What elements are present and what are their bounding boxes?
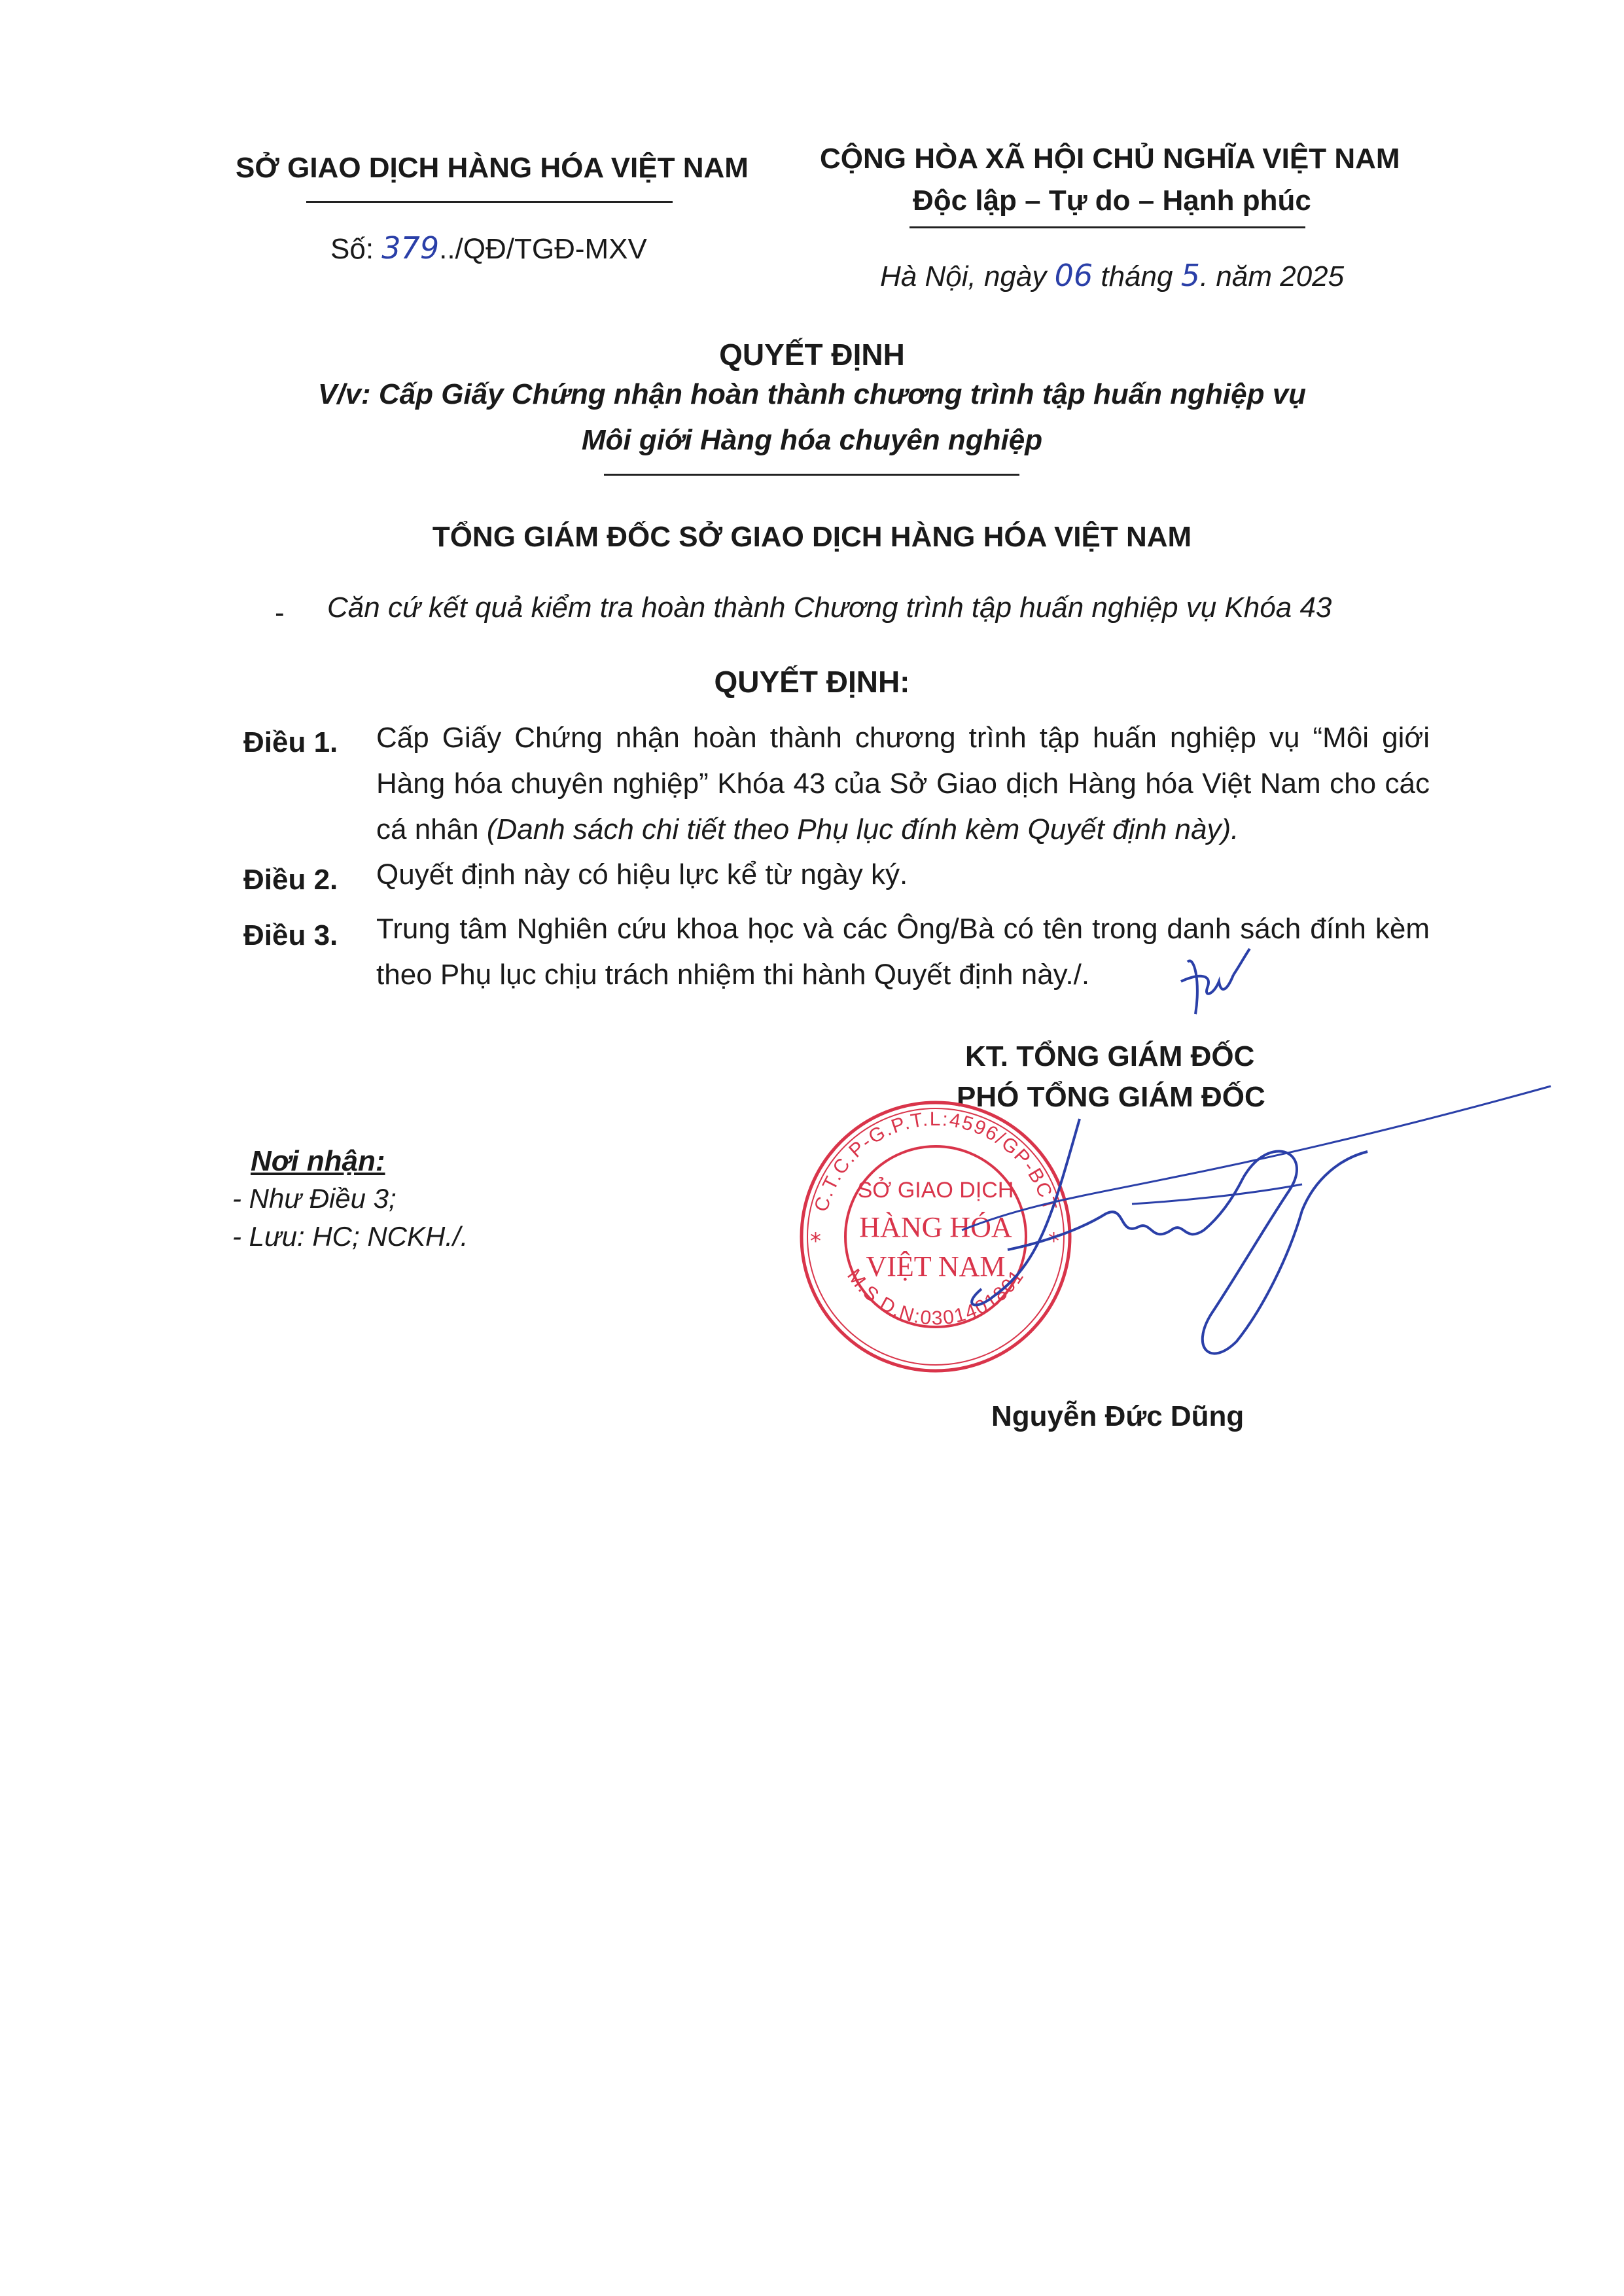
subject-underline: [604, 474, 1019, 476]
article-1-text: [376, 715, 1430, 853]
issuing-authority: TỔNG GIÁM ĐỐC SỞ GIAO DỊCH HÀNG HÓA VIỆT NAM: [432, 521, 1192, 553]
seal-line-3: VIỆT NAM: [866, 1250, 1006, 1282]
number-handwritten: 379: [381, 230, 440, 266]
decides-heading: QUYẾT ĐỊNH:: [714, 665, 910, 699]
article-1-body: Cấp Giấy Chứng nhận hoàn thành chương trình tập huấn nghiệp vụ “Môi giới Hàng hóa chuyên nghiệp” Khóa 43 của Sở Giao dịch Hàng hóa Việt Nam cho các cá nhân: [376, 722, 1430, 845]
number-dots: ..: [439, 233, 455, 265]
issue-date: [880, 258, 1344, 293]
date-day: 06: [1054, 258, 1093, 293]
article-3-label: Điều 3.: [243, 919, 338, 951]
article-3-text: Trung tâm Nghiên cứu khoa học và các Ông/Bà có tên trong danh sách đính kèm theo Phụ lục chịu trách nhiệm thi hành Quyết định này./.: [376, 913, 1430, 991]
article-2-label: Điều 2.: [243, 864, 338, 896]
decision-subject-line2: Môi giới Hàng hóa chuyên nghiệp: [581, 424, 1043, 456]
seal-line-1: SỞ GIAO DỊCH: [857, 1178, 1014, 1203]
seal-bottom-text: M.S.D.N:0301401801: [842, 1265, 1029, 1330]
seal-line-2: HÀNG HÓA: [859, 1211, 1012, 1243]
date-month-word: tháng: [1093, 260, 1181, 292]
date-year: . năm 2025: [1199, 260, 1345, 292]
number-prefix: Số:: [330, 233, 382, 265]
date-month: 5: [1180, 258, 1200, 293]
national-motto: Độc lập – Tự do – Hạnh phúc: [913, 185, 1311, 217]
legal-basis: Căn cứ kết quả kiểm tra hoàn thành Chương trình tập huấn nghiệp vụ Khóa 43: [327, 592, 1332, 624]
decision-title: QUYẾT ĐỊNH: [719, 338, 905, 372]
decision-subject-line1: V/v: Cấp Giấy Chứng nhận hoàn thành chương trình tập huấn nghiệp vụ: [317, 378, 1307, 410]
recipient-item: - Lưu: HC; NCKH./.: [232, 1221, 468, 1252]
recipients-title: Nơi nhận:: [251, 1145, 385, 1177]
number-suffix: /QĐ/TGĐ-MXV: [455, 233, 647, 265]
org-underline: [306, 201, 673, 203]
article-1-label: Điều 1.: [243, 726, 338, 758]
article-1-italic: (Danh sách chi tiết theo Phụ lục đính kèm Quyết định này).: [486, 813, 1239, 845]
seal-star-left: *: [810, 1228, 821, 1254]
issuing-organization: SỞ GIAO DỊCH HÀNG HÓA VIỆT NAM: [236, 152, 749, 184]
signature-handwritten: [844, 1080, 1577, 1420]
recipient-item: - Như Điều 3;: [232, 1183, 397, 1214]
signature-on-behalf: KT. TỔNG GIÁM ĐỐC: [965, 1040, 1255, 1072]
date-place: Hà Nội, ngày: [880, 260, 1055, 292]
country-name: CỘNG HÒA XÃ HỘI CHỦ NGHĨA VIỆT NAM: [820, 143, 1400, 175]
seal-ring-text: C.T.C.P-G.P.T.L:4596/GP-BCT: [810, 1108, 1061, 1214]
article-2-text: Quyết định này có hiệu lực kể từ ngày ký.: [376, 858, 908, 891]
motto-underline: [909, 226, 1305, 228]
seal-star-right: *: [1048, 1228, 1059, 1254]
signature-position: PHÓ TỔNG GIÁM ĐỐC: [957, 1081, 1265, 1113]
basis-dash: -: [275, 597, 285, 629]
document-number: [330, 230, 647, 266]
signer-name: Nguyễn Đức Dũng: [991, 1400, 1244, 1432]
initials-signature: [1168, 942, 1253, 1034]
